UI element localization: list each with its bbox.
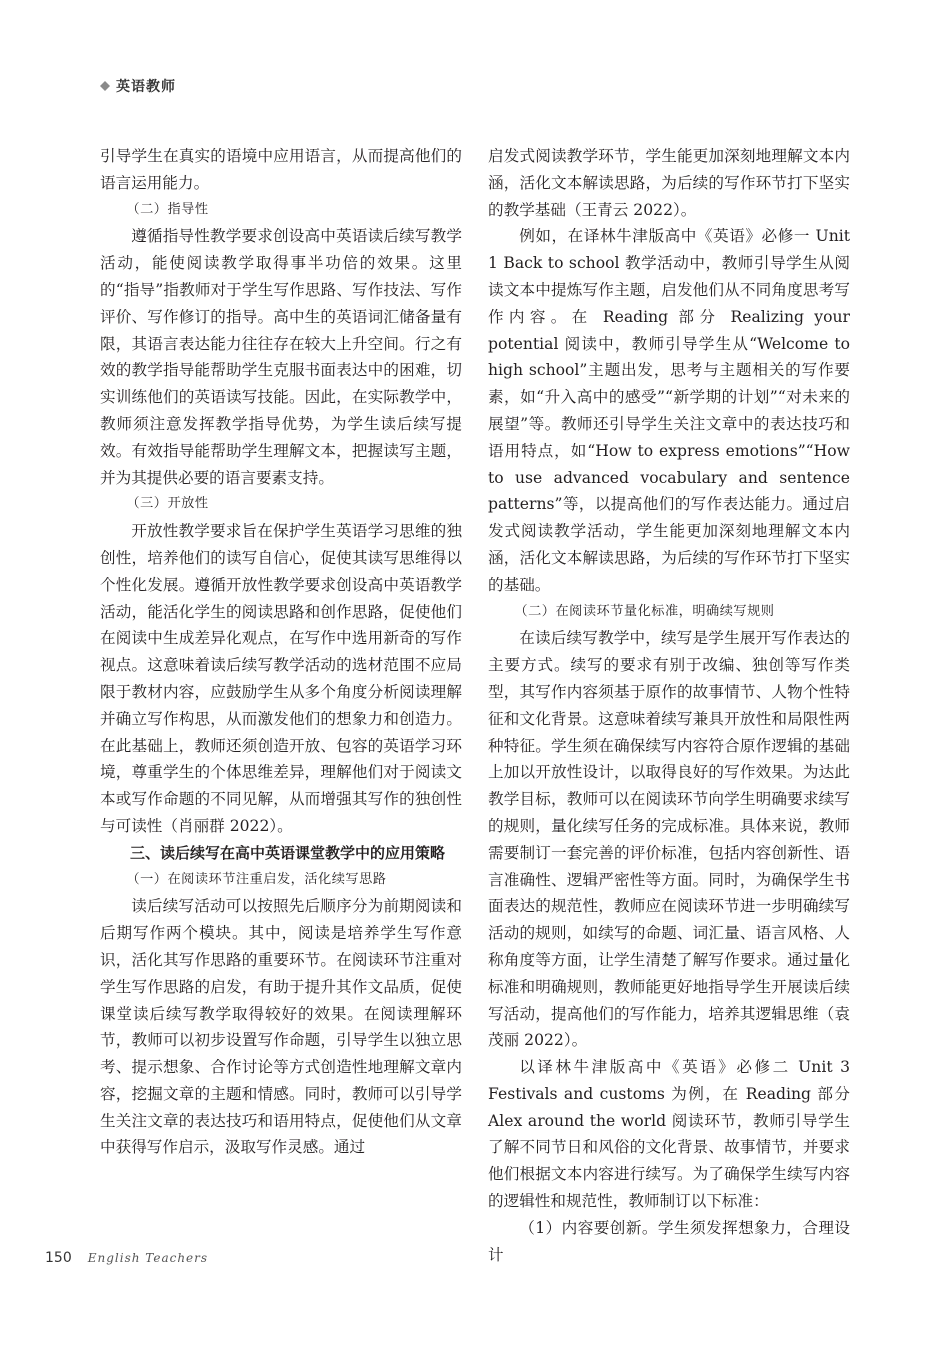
page-footer <box>45 1250 208 1266</box>
diamond-icon <box>100 81 110 91</box>
running-header <box>100 76 176 96</box>
page-number: 150 <box>45 1250 72 1266</box>
subsection-heading: （一）在阅读环节注重启发，活化续写思路 <box>126 871 387 887</box>
body-paragraph: 例如，在译林牛津版高中《英语》必修一 Unit 1 Back to school 教学活动中，教师引导学生从阅读文本中提炼写作主题，启发他们从不同角度思考写作内容。在 Reading 部分 Realizing your potential 阅读中，教师引导学生从“Welcome to high school”主题出发，思考与主题相关的写作要素，如“升入高中的感受”“新学期的计划”“对未来的展望”等。教师还引导学生关注文章中的表达技巧和语用特点，如“How to express emotions”“How to use advanced vocabulary and sentence patterns”等，以提高他们的写作表达能力。通过启发式阅读教学活动，学生能更加深刻地理解文本内涵，活化文本解读思路，为后续的写作环节打下坚实的基础。 <box>488 227 850 594</box>
body-paragraph: 开放性教学要求旨在保护学生英语学习思维的独创性，培养他们的读写自信心，促使其读写思维得以个性化发展。遵循开放性教学要求创设高中英语教学活动，能活化学生的阅读思路和创作思路，促使他们在阅读中生成差异化观点，在写作中选用新奇的写作视点。这意味着读后续写教学活动的选材范围不应局限于教材内容，应鼓励学生从多个角度分析阅读理解并确立写作构思，从而激发他们的想象力和创造力。在此基础上，教师还须创造开放、包容的英语学习环境，尊重学生的个体思维差异，理解他们对于阅读文本或写作命题的不同见解，从而增强其写作的独创性与可读性（肖丽群 2022）。 <box>100 522 462 835</box>
left-column <box>100 143 462 1161</box>
right-column <box>488 143 850 1268</box>
body-paragraph: （1）内容要创新。学生须发挥想象力，合理设计 <box>488 1218 850 1264</box>
body-paragraph: 以译林牛津版高中《英语》必修二 Unit 3 Festivals and customs 为例，在 Reading 部分 Alex around the world 阅读环节，教师引导学生了解不同节日和风俗的文化背景、故事情节，并要求他们根据文本内容进行续写。为了确保学生续写内容的逻辑性和规范性，教师制订以下标准： <box>488 1058 850 1211</box>
subsection-heading: （二）在阅读环节量化标准，明确续写规则 <box>514 603 775 619</box>
journal-name-en: English Teachers <box>87 1251 209 1265</box>
journal-title: 英语教师 <box>116 79 176 95</box>
body-paragraph: 读后续写活动可以按照先后顺序分为前期阅读和后期写作两个模块。其中，阅读是培养学生写作意识，活化其写作思路的重要环节。在阅读环节注重对学生写作思路的启发，有助于提升其作文品质，促使课堂读后续写教学取得较好的效果。在阅读理解环节，教师可以初步设置写作命题，引导学生以独立思考、提示想象、合作讨论等方式创造性地理解文章内容，挖掘文章的主题和情感。同时，教师可以引导学生关注文章的表达技巧和语用特点，促使他们从文章中获得写作启示，汲取写作灵感。通过 <box>100 897 462 1157</box>
body-paragraph: 引导学生在真实的语境中应用语言，从而提高他们的语言运用能力。 <box>100 147 462 192</box>
body-paragraph: 遵循指导性教学要求创设高中英语读后续写教学活动，能使阅读教学取得事半功倍的效果。这里的“指导”指教师对于学生写作思路、写作技法、写作评价、写作修订的指导。高中生的英语词汇储备量有限，其语言表达能力往往存在较大上升空间。行之有效的教学指导能帮助学生克服书面表达中的困难，切实训练他们的英语读写技能。因此，在实际教学中，教师须注意发挥教学指导优势，为学生读后续写提效。有效指导能帮助学生理解文本，把握读写主题，并为其提供必要的语言要素支持。 <box>100 227 462 487</box>
subsection-heading: （三）开放性 <box>126 496 209 512</box>
body-paragraph: 在读后续写教学中，续写是学生展开写作表达的主要方式。续写的要求有别于改编、独创等写作类型，其写作内容须基于原作的故事情节、人物个性特征和文化背景。这意味着续写兼具开放性和局限性两种特征。学生须在确保续写内容符合原作逻辑的基础上加以开放性设计，以取得良好的写作效果。为达此教学目标，教师可以在阅读环节向学生明确要求续写的规则，量化续写任务的完成标准。具体来说，教师需要制订一套完善的评价标准，包括内容创新性、语言准确性、逻辑严密性等方面。同时，为确保学生书面表达的规范性，教师应在阅读环节进一步明确续写活动的规则，如续写的命题、词汇量、语言风格、人称角度等方面，让学生清楚了解写作要求。通过量化标准和明确规则，教师能更好地指导学生开展读后续写活动，提高他们的写作能力，培养其逻辑思维（袁茂丽 2022）。 <box>488 629 850 1050</box>
subsection-heading: （二）指导性 <box>126 201 209 217</box>
section-heading: 三、读后续写在高中英语课堂教学中的应用策略 <box>130 843 446 862</box>
body-paragraph: 启发式阅读教学环节，学生能更加深刻地理解文本内涵，活化文本解读思路，为后续的写作环节打下坚实的教学基础（王青云 2022）。 <box>488 147 850 219</box>
